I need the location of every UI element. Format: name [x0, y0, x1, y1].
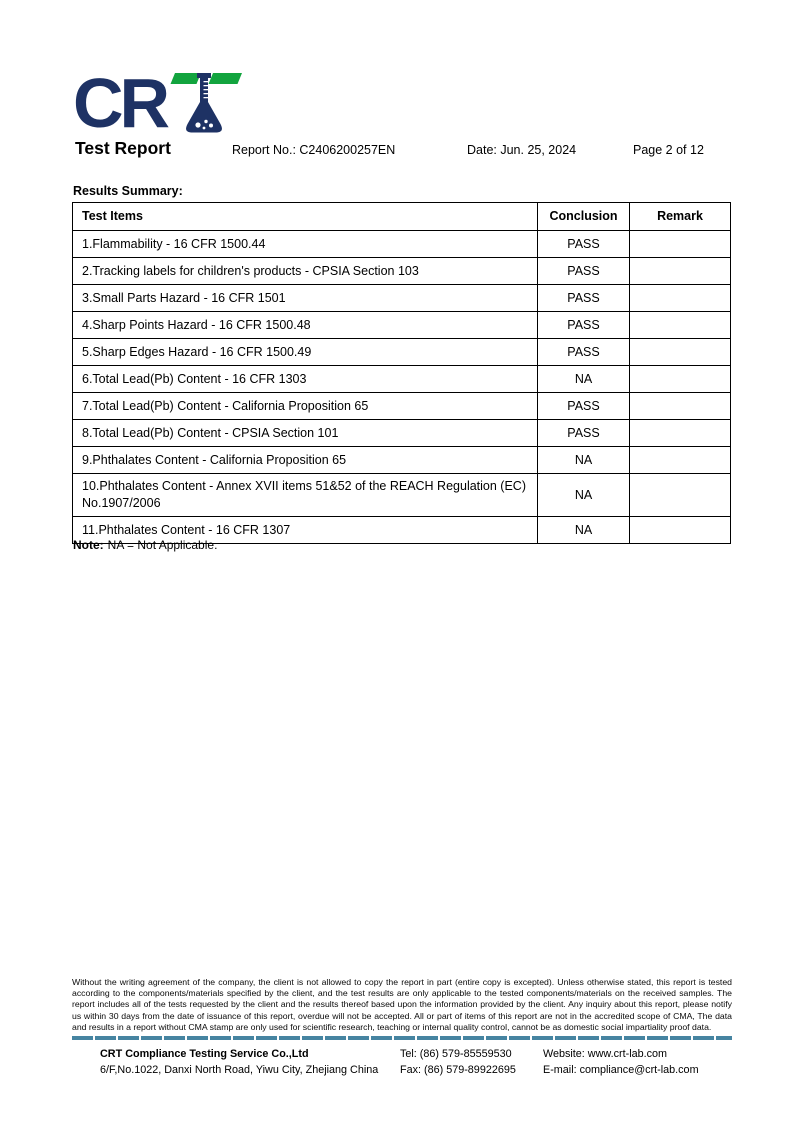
table-row [73, 474, 731, 517]
footer-divider [72, 1036, 732, 1040]
table-row [73, 312, 731, 339]
remark-cell [630, 285, 731, 312]
test-item-cell: 3.Small Parts Hazard - 16 CFR 1501 [73, 285, 538, 312]
test-item-cell: 5.Sharp Edges Hazard - 16 CFR 1500.49 [73, 339, 538, 366]
remark-cell [630, 447, 731, 474]
conclusion-cell: PASS [538, 339, 630, 366]
table-header-row [73, 203, 731, 231]
company-address: 6/F,No.1022, Danxi North Road, Yiwu City, Zhejiang China [100, 1064, 379, 1076]
report-date: Date: Jun. 25, 2024 [467, 143, 577, 157]
conclusion-cell: NA [538, 447, 630, 474]
flask-green-bar-left [171, 73, 202, 84]
conclusion-cell: NA [538, 517, 630, 544]
remark-cell [630, 258, 731, 285]
disclaimer-text: Without the writing agreement of the company, the client is not allowed to copy the report in part (entire copy is excepted). Unless otherwise stated, this report is tested according to the components/materials specified by the client, and the test results are only applicable to the tested components/materials on the received samples. The report includes all of the tests requested by the client and the results thereof based upon the information provided by the client. Any inquiry about this report, please notify us within 30 days from the date of issuance of this report, overdue will not be accepted. All or part of items of this report are not in the accredited scope of CMA, The data and results in a report without CMA stamp are only used for scientific research, teaching or internal quality control, cannot be as domestic social impartiality proof data. [72, 977, 732, 1032]
table-row [73, 258, 731, 285]
conclusion-cell: PASS [538, 312, 630, 339]
company-email: E-mail: compliance@crt-lab.com [543, 1064, 699, 1076]
note-label: Note: [73, 538, 104, 552]
report-number: Report No.: C2406200257EN [232, 143, 396, 157]
company-website: Website: www.crt-lab.com [543, 1048, 667, 1060]
column-header-test-items: Test Items [73, 203, 538, 231]
remark-cell [630, 517, 731, 544]
company-fax: Fax: (86) 579-89922695 [400, 1064, 516, 1076]
table-row [73, 393, 731, 420]
remark-cell [630, 420, 731, 447]
results-summary-heading: Results Summary: [73, 184, 183, 198]
test-item-cell: 6.Total Lead(Pb) Content - 16 CFR 1303 [73, 366, 538, 393]
test-item-cell: 10.Phthalates Content - Annex XVII items 51&52 of the REACH Regulation (EC) No.1907/2006 [73, 474, 538, 517]
conclusion-cell: PASS [538, 231, 630, 258]
test-item-cell: 2.Tracking labels for children's products - CPSIA Section 103 [73, 258, 538, 285]
remark-cell [630, 474, 731, 517]
test-item-cell: 8.Total Lead(Pb) Content - CPSIA Section 101 [73, 420, 538, 447]
conclusion-cell: PASS [538, 393, 630, 420]
remark-cell [630, 366, 731, 393]
note [73, 538, 217, 552]
table-row [73, 420, 731, 447]
conclusion-cell: NA [538, 474, 630, 517]
test-item-cell: 9.Phthalates Content - California Proposition 65 [73, 447, 538, 474]
table-row [73, 447, 731, 474]
crt-logo [73, 64, 242, 142]
remark-cell [630, 231, 731, 258]
table-row [73, 366, 731, 393]
table-row [73, 339, 731, 366]
remark-cell [630, 393, 731, 420]
page-title: Test Report [75, 138, 171, 158]
footer-contact-block [400, 1046, 516, 1078]
remark-cell [630, 312, 731, 339]
results-table-body [73, 231, 731, 544]
company-tel: Tel: (86) 579-85559530 [400, 1048, 512, 1060]
footer-company-block [100, 1046, 378, 1078]
flask-icon [164, 72, 242, 134]
table-row [73, 231, 731, 258]
footer-web-block [543, 1046, 699, 1078]
note-text: NA = Not Applicable. [107, 538, 218, 552]
test-item-cell: 1.Flammability - 16 CFR 1500.44 [73, 231, 538, 258]
conclusion-cell: NA [538, 366, 630, 393]
logo-text: CR [73, 64, 167, 142]
results-table [72, 202, 731, 544]
test-item-cell: 4.Sharp Points Hazard - 16 CFR 1500.48 [73, 312, 538, 339]
remark-cell [630, 339, 731, 366]
conclusion-cell: PASS [538, 420, 630, 447]
flask-green-bar-right [209, 73, 243, 84]
test-item-cell: 7.Total Lead(Pb) Content - California Proposition 65 [73, 393, 538, 420]
test-item-cell: 11.Phthalates Content - 16 CFR 1307 [73, 517, 538, 544]
page-indicator: Page 2 of 12 [633, 143, 704, 157]
conclusion-cell: PASS [538, 258, 630, 285]
company-name: CRT Compliance Testing Service Co.,Ltd [100, 1048, 309, 1060]
table-row [73, 285, 731, 312]
column-header-conclusion: Conclusion [538, 203, 630, 231]
conclusion-cell: PASS [538, 285, 630, 312]
column-header-remark: Remark [630, 203, 731, 231]
